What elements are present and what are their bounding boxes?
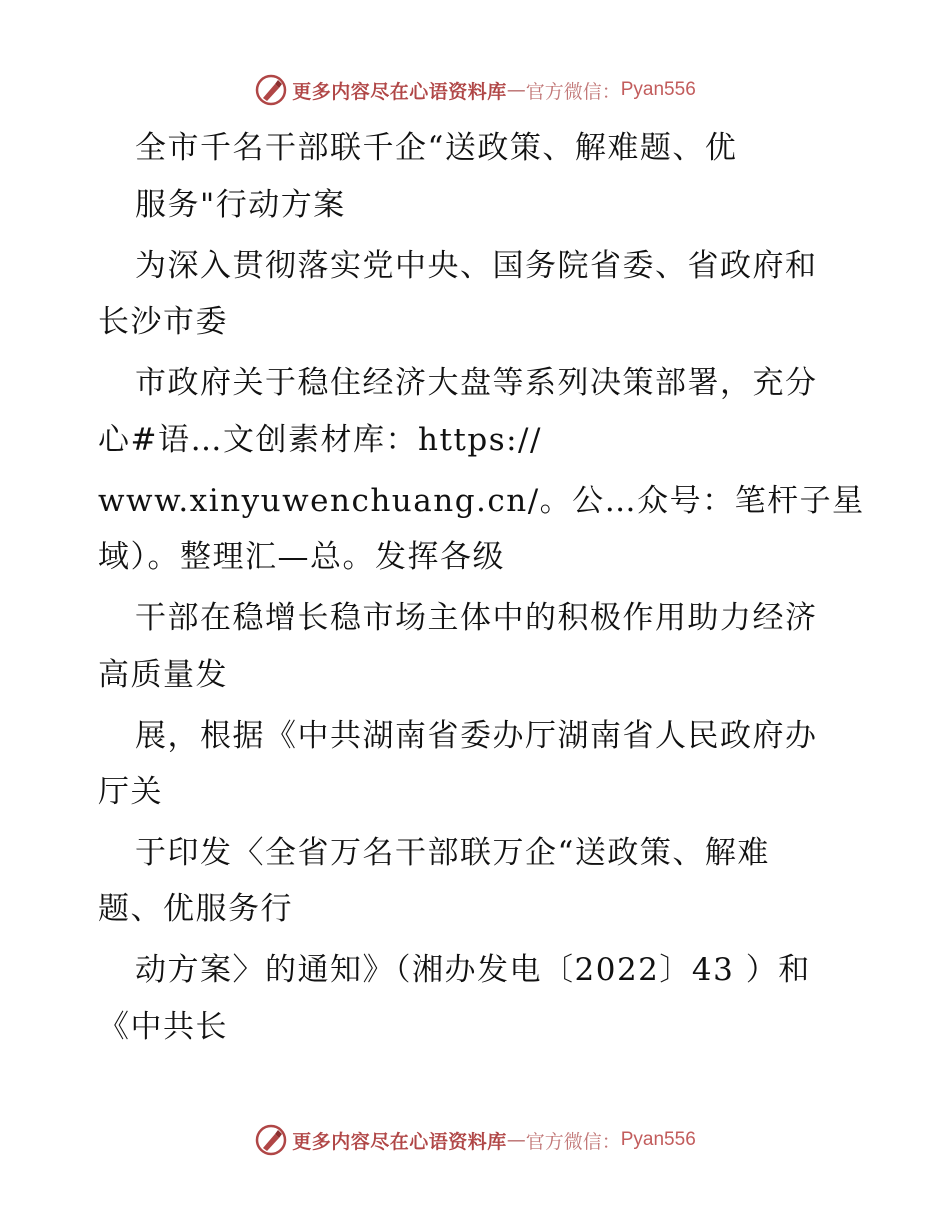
banner-main-text: 更多内容尽在心语资料库	[292, 1130, 507, 1153]
text-line: 心#语…文创素材库：https://	[98, 422, 542, 458]
text-line: 干部在稳增长稳市场主体中的积极作用助力经济	[135, 600, 818, 636]
text-line: 全市千名干部联千企“送政策、解难题、优	[135, 130, 738, 166]
text-line: 为深入贯彻落实党中央、国务院省委、省政府和	[135, 248, 818, 284]
banner-wechat-label: 官方微信：	[525, 80, 621, 103]
text-line: 《中共长	[98, 1009, 228, 1045]
text-line: 题、优服务行	[98, 891, 293, 927]
text-line: 于印发〈全省万名干部联万企“送政策、解难	[135, 835, 770, 871]
banner-separator: —	[506, 79, 526, 101]
footer-watermark	[0, 1120, 950, 1160]
header-watermark	[0, 70, 950, 110]
text-line: 市政府关于稳住经济大盘等系列决策部署，充分	[135, 365, 818, 401]
pen-logo-icon	[254, 73, 288, 107]
text-line: 厅关	[98, 774, 163, 810]
banner-wechat-label: 官方微信：	[525, 1130, 621, 1153]
text-line: 展，根据《中共湖南省委办厅湖南省人民政府办	[135, 718, 818, 754]
text-line: 高质量发	[98, 657, 228, 693]
banner-wechat-id: Pyan556	[620, 79, 696, 100]
pen-logo-icon	[254, 1123, 288, 1157]
text-line: www.xinyuwenchuang.cn/。公…众号：笔杆子星	[98, 483, 865, 519]
banner-separator: —	[506, 1129, 526, 1151]
text-line: 长沙市委	[98, 304, 228, 340]
text-line: 服务"行动方案	[135, 187, 346, 223]
text-line: 动方案〉的通知》（湘办发电〔2022〕43 ）和	[135, 952, 811, 988]
banner-main-text: 更多内容尽在心语资料库	[292, 80, 507, 103]
text-line: 域）。整理汇—总。发挥各级	[98, 539, 505, 575]
banner-wechat-id: Pyan556	[620, 1129, 696, 1150]
